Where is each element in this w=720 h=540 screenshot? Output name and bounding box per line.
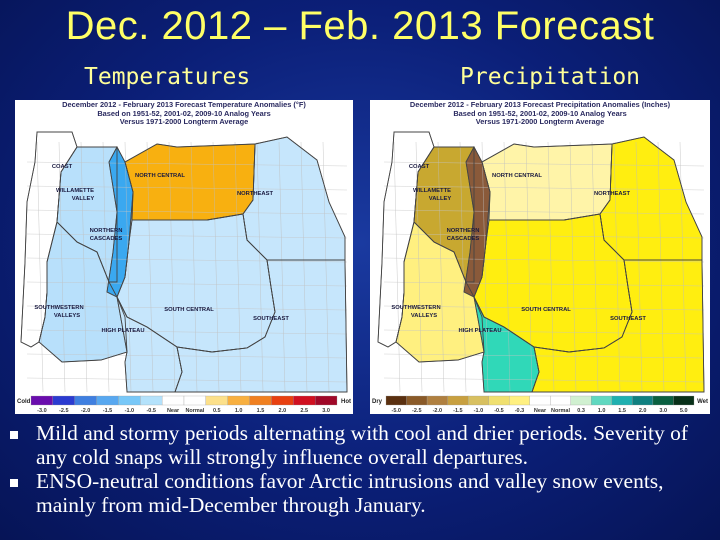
legend-swatch: [632, 396, 653, 405]
region-label-high-plateau: HIGH PLATEAU: [101, 328, 145, 334]
map-title-line: Versus 1971-2000 Longterm Average: [475, 117, 605, 127]
legend-tick-label: -3.0: [37, 408, 47, 414]
legend-tick-label: 1.5: [256, 408, 265, 414]
region-label-cascades: NORTHERN: [446, 228, 480, 234]
map-title-line: Based on 1951-52, 2001-02, 2009-10 Analog Years: [97, 108, 271, 118]
legend-swatch: [673, 396, 694, 405]
map-title-line: December 2012 - February 2013 Forecast Temperature Anomalies (°F): [62, 100, 306, 109]
bullet-text: Mild and stormy periods alternating with cool and drier periods. Severity of any cold snaps will strongly influence overall departures.: [36, 421, 689, 469]
slide-title: Dec. 2012 – Feb. 2013 Forecast: [65, 4, 655, 48]
legend-tick-label: 1.5: [618, 408, 626, 414]
legend-swatch: [407, 396, 428, 405]
legend-tick-label: -0.5: [494, 408, 504, 414]
bullet-list: [10, 422, 715, 518]
region-label-coast: COAST: [51, 164, 73, 170]
legend-tick-label: 0.5: [212, 408, 221, 414]
region-label-willamette: WILLAMETTE: [413, 188, 451, 194]
legend-swatch: [97, 396, 119, 405]
map-title-line: December 2012 - February 2013 Forecast Precipitation Anomalies (Inches): [409, 100, 671, 109]
legend-swatch: [31, 396, 53, 405]
legend-tick-label: -2.0: [432, 408, 443, 414]
legend-tick-label: 3.0: [322, 408, 330, 414]
region-label-southeast: SOUTHEAST: [610, 316, 646, 322]
legend-swatch: [591, 396, 612, 405]
precipitation-map: [370, 100, 710, 414]
legend-right-label: Wet: [697, 399, 708, 405]
region-label-cascades: CASCADES: [89, 236, 123, 242]
region-label-northeast: NORTHEAST: [236, 191, 274, 197]
region-label-cascades: CASCADES: [446, 236, 480, 242]
legend-tick-label: -1.0: [473, 408, 484, 414]
legend-swatch: [612, 396, 633, 405]
region-label-high-plateau: HIGH PLATEAU: [458, 328, 502, 334]
region-label-southwestern: VALLEYS: [53, 313, 81, 319]
legend-tick-label: -0.3: [514, 408, 525, 414]
legend-swatch: [271, 396, 293, 405]
region-label-south-central: SOUTH CENTRAL: [164, 307, 214, 313]
precipitation-map-title: [370, 101, 710, 127]
legend-swatch: [162, 396, 184, 405]
region-label-north-central: NORTH CENTRAL: [492, 173, 542, 179]
region-label-willamette: VALLEY: [71, 196, 95, 202]
precipitation-heading: Precipitation: [460, 64, 641, 90]
region-label-south-central: SOUTH CENTRAL: [521, 307, 571, 313]
legend-tick-label: 1.0: [234, 408, 243, 414]
temperature-map: [15, 100, 353, 414]
legend-tick-label: 2.0: [638, 408, 647, 414]
map-svg: [15, 100, 353, 414]
legend-right-label: Hot: [341, 399, 351, 405]
region-label-northeast: NORTHEAST: [593, 191, 631, 197]
region-label-southwestern: SOUTHWESTERN: [34, 305, 84, 311]
legend-tick-label: Normal: [551, 408, 571, 414]
temperature-map-title: [15, 101, 353, 127]
legend-swatch: [530, 396, 551, 405]
region-label-southeast: SOUTHEAST: [253, 316, 289, 322]
legend-tick-label: Near: [533, 408, 547, 414]
region-label-cascades: NORTHERN: [89, 228, 123, 234]
legend-tick-label: Near: [166, 408, 180, 414]
legend-swatch: [468, 396, 489, 405]
legend-swatch: [489, 396, 510, 405]
legend-swatch: [448, 396, 469, 405]
legend-swatch: [250, 396, 272, 405]
legend-swatch: [315, 396, 337, 405]
region-label-north-central: NORTH CENTRAL: [135, 173, 185, 179]
legend-tick-label: 0.3: [577, 408, 585, 414]
legend-tick-label: 3.0: [659, 408, 668, 414]
legend-tick-label: -0.5: [146, 408, 156, 414]
legend-left-label: Dry: [372, 399, 383, 405]
legend-swatch: [206, 396, 228, 405]
legend-swatch: [118, 396, 140, 405]
legend-tick-label: Normal: [185, 408, 205, 414]
legend-swatch: [550, 396, 571, 405]
legend-swatch: [184, 396, 206, 405]
region-label-willamette: VALLEY: [428, 196, 452, 202]
legend-tick-label: -1.0: [124, 408, 135, 414]
legend-tick-label: -2.5: [59, 408, 69, 414]
region-label-southwestern: VALLEYS: [410, 313, 438, 319]
legend-tick-label: -2.5: [412, 408, 422, 414]
legend-tick-label: 2.5: [300, 408, 309, 414]
bullet-text: ENSO-neutral conditions favor Arctic intrusions and valley snow events, mainly from mid-December through January.: [36, 469, 664, 517]
legend-swatch: [75, 396, 97, 405]
legend-tick-label: -1.5: [102, 408, 113, 414]
legend-swatch: [653, 396, 674, 405]
bullet-square-icon: [10, 431, 18, 439]
legend-swatch: [228, 396, 250, 405]
legend-swatch: [427, 396, 448, 405]
bullet-item: [10, 422, 715, 469]
legend-swatch: [571, 396, 592, 405]
map-svg: [370, 100, 710, 414]
legend-tick-label: 1.0: [597, 408, 606, 414]
legend-swatch: [53, 396, 75, 405]
legend-swatch: [293, 396, 315, 405]
region-label-southwestern: SOUTHWESTERN: [391, 305, 441, 311]
region-label-willamette: WILLAMETTE: [56, 188, 94, 194]
legend-tick-label: 2.0: [278, 408, 287, 414]
legend-left-label: Cold: [17, 399, 31, 405]
bullet-square-icon: [10, 479, 18, 487]
legend-swatch: [386, 396, 407, 405]
legend-swatch: [140, 396, 162, 405]
map-title-line: Versus 1971-2000 Longterm Average: [119, 117, 249, 127]
legend-tick-label: -5.0: [391, 408, 402, 414]
legend-tick-label: 5.0: [679, 408, 688, 414]
map-title-line: Based on 1951-52, 2001-02, 2009-10 Analog Years: [453, 108, 627, 118]
region-label-coast: COAST: [408, 164, 430, 170]
legend-swatch: [509, 396, 530, 405]
legend-tick-label: -2.0: [80, 408, 91, 414]
bullet-item: [10, 470, 715, 517]
temperatures-heading: Temperatures: [84, 64, 251, 90]
legend-tick-label: -1.5: [453, 408, 463, 414]
